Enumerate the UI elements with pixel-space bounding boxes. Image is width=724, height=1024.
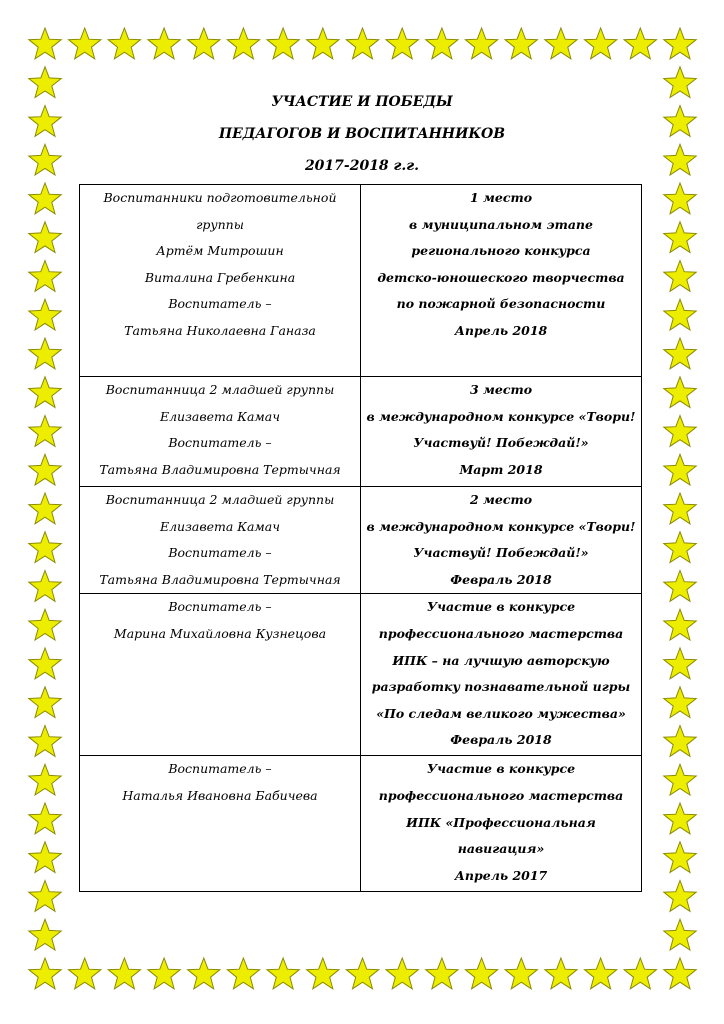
result-cell	[361, 594, 642, 756]
star-icon	[664, 919, 696, 950]
table-row	[80, 487, 642, 594]
star-icon	[664, 532, 696, 563]
star-icon	[29, 28, 61, 59]
cell-line: Татьяна Владимировна Тертычная	[99, 461, 341, 477]
cell-line: Татьяна Владимировна Тертычная	[99, 571, 341, 587]
title-line-1: УЧАСТИЕ И ПОБЕДЫ	[271, 94, 453, 110]
star-icon	[227, 28, 259, 59]
star-icon	[664, 183, 696, 214]
star-icon	[664, 687, 696, 718]
star-icon	[545, 958, 577, 989]
cell-line: Елизавета Камач	[159, 408, 281, 424]
star-icon	[29, 919, 61, 950]
cell-line: Воспитатель –	[168, 545, 272, 561]
cell-line: Воспитанница 2 младшей группы	[105, 382, 335, 397]
table-row	[80, 377, 642, 487]
star-icon	[29, 454, 61, 485]
star-icon	[664, 803, 696, 834]
star-icon	[69, 28, 101, 59]
cell-line: Воспитанница 2 младшей группы	[105, 492, 335, 507]
cell-line: навигация»	[457, 841, 545, 857]
star-icon	[664, 454, 696, 485]
star-icon	[108, 28, 140, 59]
star-icon	[29, 183, 61, 214]
star-icon	[465, 28, 497, 59]
cell-line: Февраль 2018	[450, 732, 552, 748]
star-icon	[664, 299, 696, 330]
result-cell	[361, 185, 642, 377]
participants-cell	[80, 377, 361, 487]
result-cell	[361, 487, 642, 594]
star-icon	[29, 299, 61, 330]
star-icon	[664, 726, 696, 757]
star-icon	[624, 28, 656, 59]
star-icon	[29, 416, 61, 447]
star-icon	[29, 261, 61, 292]
cell-line: Март 2018	[459, 461, 543, 477]
star-icon	[664, 958, 696, 989]
star-icon	[29, 222, 61, 253]
star-icon	[505, 28, 537, 59]
cell-line: Артём Митрошин	[156, 243, 284, 259]
cell-line: регионального конкурса	[411, 243, 591, 259]
cell-line: по пожарной безопасности	[396, 296, 606, 312]
awards-table	[79, 184, 642, 892]
star-icon	[585, 28, 617, 59]
cell-line: детско-юношеского творчества	[377, 269, 625, 285]
cell-line: Елизавета Камач	[159, 518, 281, 534]
star-icon	[29, 648, 61, 679]
star-icon	[188, 958, 220, 989]
star-icon	[426, 958, 458, 989]
star-icon	[664, 338, 696, 369]
star-icon	[664, 881, 696, 912]
cell-line: Воспитатель –	[168, 296, 272, 312]
cell-line: Апрель 2017	[454, 867, 548, 883]
star-icon	[29, 532, 61, 563]
star-icon	[29, 687, 61, 718]
cell-line: 3 место	[469, 382, 533, 397]
star-icon	[29, 803, 61, 834]
star-icon	[108, 958, 140, 989]
star-icon	[664, 261, 696, 292]
cell-line: профессионального мастерства	[378, 625, 624, 641]
star-icon	[29, 881, 61, 912]
table-row	[80, 185, 642, 377]
star-icon	[426, 28, 458, 59]
cell-line: 2 место	[469, 492, 533, 507]
star-icon	[505, 958, 537, 989]
star-icon	[29, 842, 61, 873]
star-icon	[664, 764, 696, 795]
star-icon	[148, 958, 180, 989]
star-icon	[29, 764, 61, 795]
cell-line: Воспитанники подготовительной	[103, 190, 337, 205]
star-icon	[664, 609, 696, 640]
participants-cell	[80, 594, 361, 756]
star-icon	[664, 648, 696, 679]
star-icon	[267, 958, 299, 989]
star-icon	[664, 377, 696, 408]
star-icon	[664, 67, 696, 98]
cell-line: Виталина Гребенкина	[144, 269, 296, 285]
cell-line: «По следам великого мужества»	[376, 705, 626, 721]
star-icon	[585, 958, 617, 989]
participants-cell	[80, 185, 361, 377]
star-icon	[346, 958, 378, 989]
participants-cell	[80, 487, 361, 594]
result-cell	[361, 377, 642, 487]
star-icon	[29, 493, 61, 524]
star-icon	[227, 958, 259, 989]
cell-line: разработку познавательной игры	[371, 679, 631, 695]
star-icon	[465, 958, 497, 989]
cell-line: Апрель 2018	[454, 322, 548, 338]
star-icon	[664, 571, 696, 602]
result-cell	[361, 756, 642, 892]
star-icon	[29, 338, 61, 369]
cell-line: в международном конкурсе «Твори!	[366, 518, 636, 534]
title-year: 2017-2018 г.г.	[304, 158, 420, 174]
cell-line: ИПК – на лучшую авторскую	[392, 652, 610, 668]
table-row	[80, 756, 642, 892]
star-icon	[29, 377, 61, 408]
star-icon	[29, 609, 61, 640]
star-icon	[29, 726, 61, 757]
star-icon	[624, 958, 656, 989]
star-icon	[307, 958, 339, 989]
cell-line: профессионального мастерства	[378, 787, 624, 803]
title-line-2: ПЕДАГОГОВ И ВОСПИТАННИКОВ	[218, 126, 506, 142]
star-icon	[386, 28, 418, 59]
star-icon	[148, 28, 180, 59]
cell-line: Воспитатель –	[168, 435, 272, 451]
star-icon	[545, 28, 577, 59]
cell-line: в международном конкурсе «Твори!	[366, 408, 636, 424]
star-icon	[188, 28, 220, 59]
cell-line: группы	[196, 216, 244, 232]
table-row	[80, 594, 642, 756]
cell-line: Воспитатель –	[168, 761, 272, 777]
cell-line: Татьяна Николаевна Ганаза	[124, 322, 316, 338]
cell-line: Участие в конкурсе	[426, 599, 576, 615]
cell-line: Наталья Ивановна Бабичева	[122, 787, 318, 803]
star-icon	[664, 222, 696, 253]
star-icon	[267, 28, 299, 59]
star-icon	[29, 958, 61, 989]
star-icon	[307, 28, 339, 59]
cell-line: Участие в конкурсе	[426, 761, 576, 777]
star-icon	[664, 842, 696, 873]
participants-cell	[80, 756, 361, 892]
cell-line: ИПК «Профессиональная	[406, 814, 596, 830]
cell-line: Февраль 2018	[450, 571, 552, 587]
cell-line: в муниципальном этапе	[409, 216, 593, 232]
star-icon	[29, 571, 61, 602]
cell-line: Участвуй! Побеждай!»	[413, 435, 589, 451]
star-icon	[664, 28, 696, 59]
cell-line: 1 место	[469, 190, 533, 205]
star-icon	[69, 958, 101, 989]
star-icon	[346, 28, 378, 59]
cell-line: Участвуй! Побеждай!»	[413, 545, 589, 561]
cell-line: Воспитатель –	[168, 599, 272, 615]
star-icon	[664, 416, 696, 447]
star-icon	[664, 493, 696, 524]
star-icon	[386, 958, 418, 989]
cell-line: Марина Михайловна Кузнецова	[113, 625, 327, 641]
star-icon	[29, 67, 61, 98]
